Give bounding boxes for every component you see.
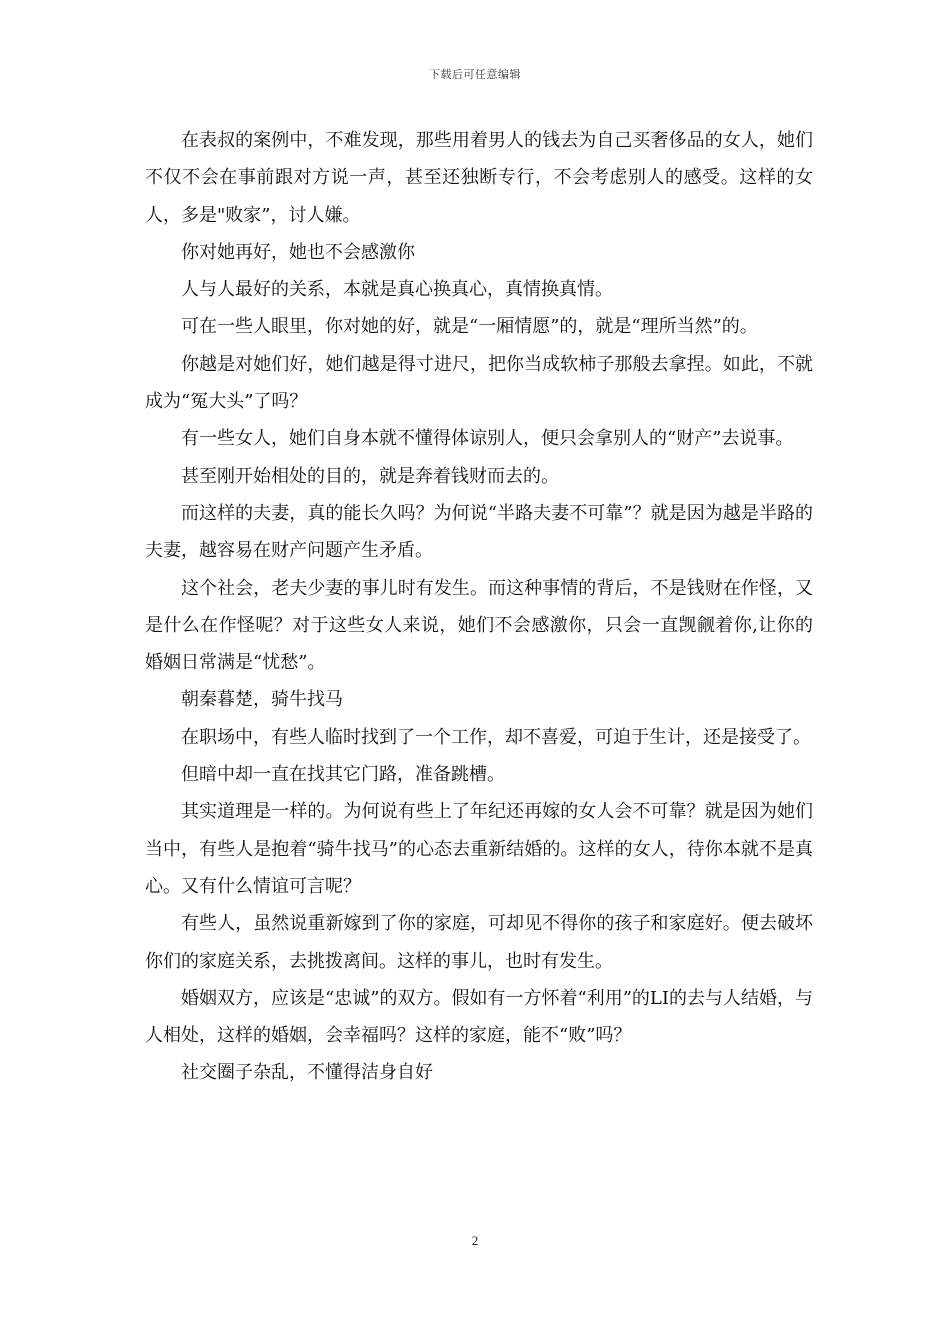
section-heading: 社交圈子杂乱，不懂得洁身自好 <box>181 1062 433 1084</box>
page-number: 2 <box>471 1233 479 1248</box>
paragraph: 可在一些人眼里，你对她的好，就是“一厢情愿”的，就是“理所当然”的。 <box>181 316 758 338</box>
paragraph: 其实道理是一样的。为何说有些上了年纪还再嫁的女人会不可靠？就是因为她们当中，有些人是抱着“骑牛找马”的心态去重新结婚的。这样的女人，待你本就不是真心。又有什么情谊可言呢？ <box>145 801 813 897</box>
paragraph: 婚姻双方，应该是“忠诚”的双方。假如有一方怀着“利用”的LI的去与人结婚，与人相处，这样的婚姻，会幸福吗？这样的家庭，能不“败”吗？ <box>145 987 813 1047</box>
paragraph: 你越是对她们好，她们越是得寸进尺，把你当成软柿子那般去拿捏。如此，不就成为“冤大头”了吗？ <box>145 353 813 413</box>
page-header: 下载后可任意编辑 <box>429 68 521 81</box>
paragraph: 这个社会，老夫少妻的事儿时有发生。而这种事情的背后，不是钱财在作怪，又是什么在作怪呢？对于这些女人来说，她们不会感激你，只会一直觊觎着你,让你的婚姻日常满是“忧愁”。 <box>145 577 813 674</box>
paragraph: 人与人最好的关系，本就是真心换真心，真情换真情。 <box>181 279 613 301</box>
paragraph: 但暗中却一直在找其它门路，准备跳槽。 <box>181 764 505 786</box>
paragraph: 有一些女人，她们自身本就不懂得体谅别人，便只会拿别人的“财产”去说事。 <box>181 428 794 450</box>
document-body <box>145 122 813 1092</box>
paragraph: 在表叔的案例中，不难发现，那些用着男人的钱去为自己买奢侈品的女人，她们不仅不会在事前跟对方说一声，甚至还独断专行，不会考虑别人的感受。这样的女人，多是"败家”，讨人嫌。 <box>145 130 813 226</box>
paragraph: 有些人，虽然说重新嫁到了你的家庭，可却见不得你的孩子和家庭好。便去破坏你们的家庭关系，去挑拨离间。这样的事儿，也时有发生。 <box>145 913 813 972</box>
section-heading: 你对她再好，她也不会感激你 <box>181 241 415 263</box>
section-heading: 朝秦暮楚，骑牛找马 <box>181 689 343 711</box>
paragraph: 而这样的夫妻，真的能长久吗？为何说“半路夫妻不可靠”？就是因为越是半路的夫妻，越容易在财产问题产生矛盾。 <box>145 502 813 562</box>
paragraph: 在职场中，有些人临时找到了一个工作，却不喜爱，可迫于生计，还是接受了。 <box>181 726 811 748</box>
paragraph: 甚至刚开始相处的目的，就是奔着钱财而去的。 <box>181 465 559 487</box>
